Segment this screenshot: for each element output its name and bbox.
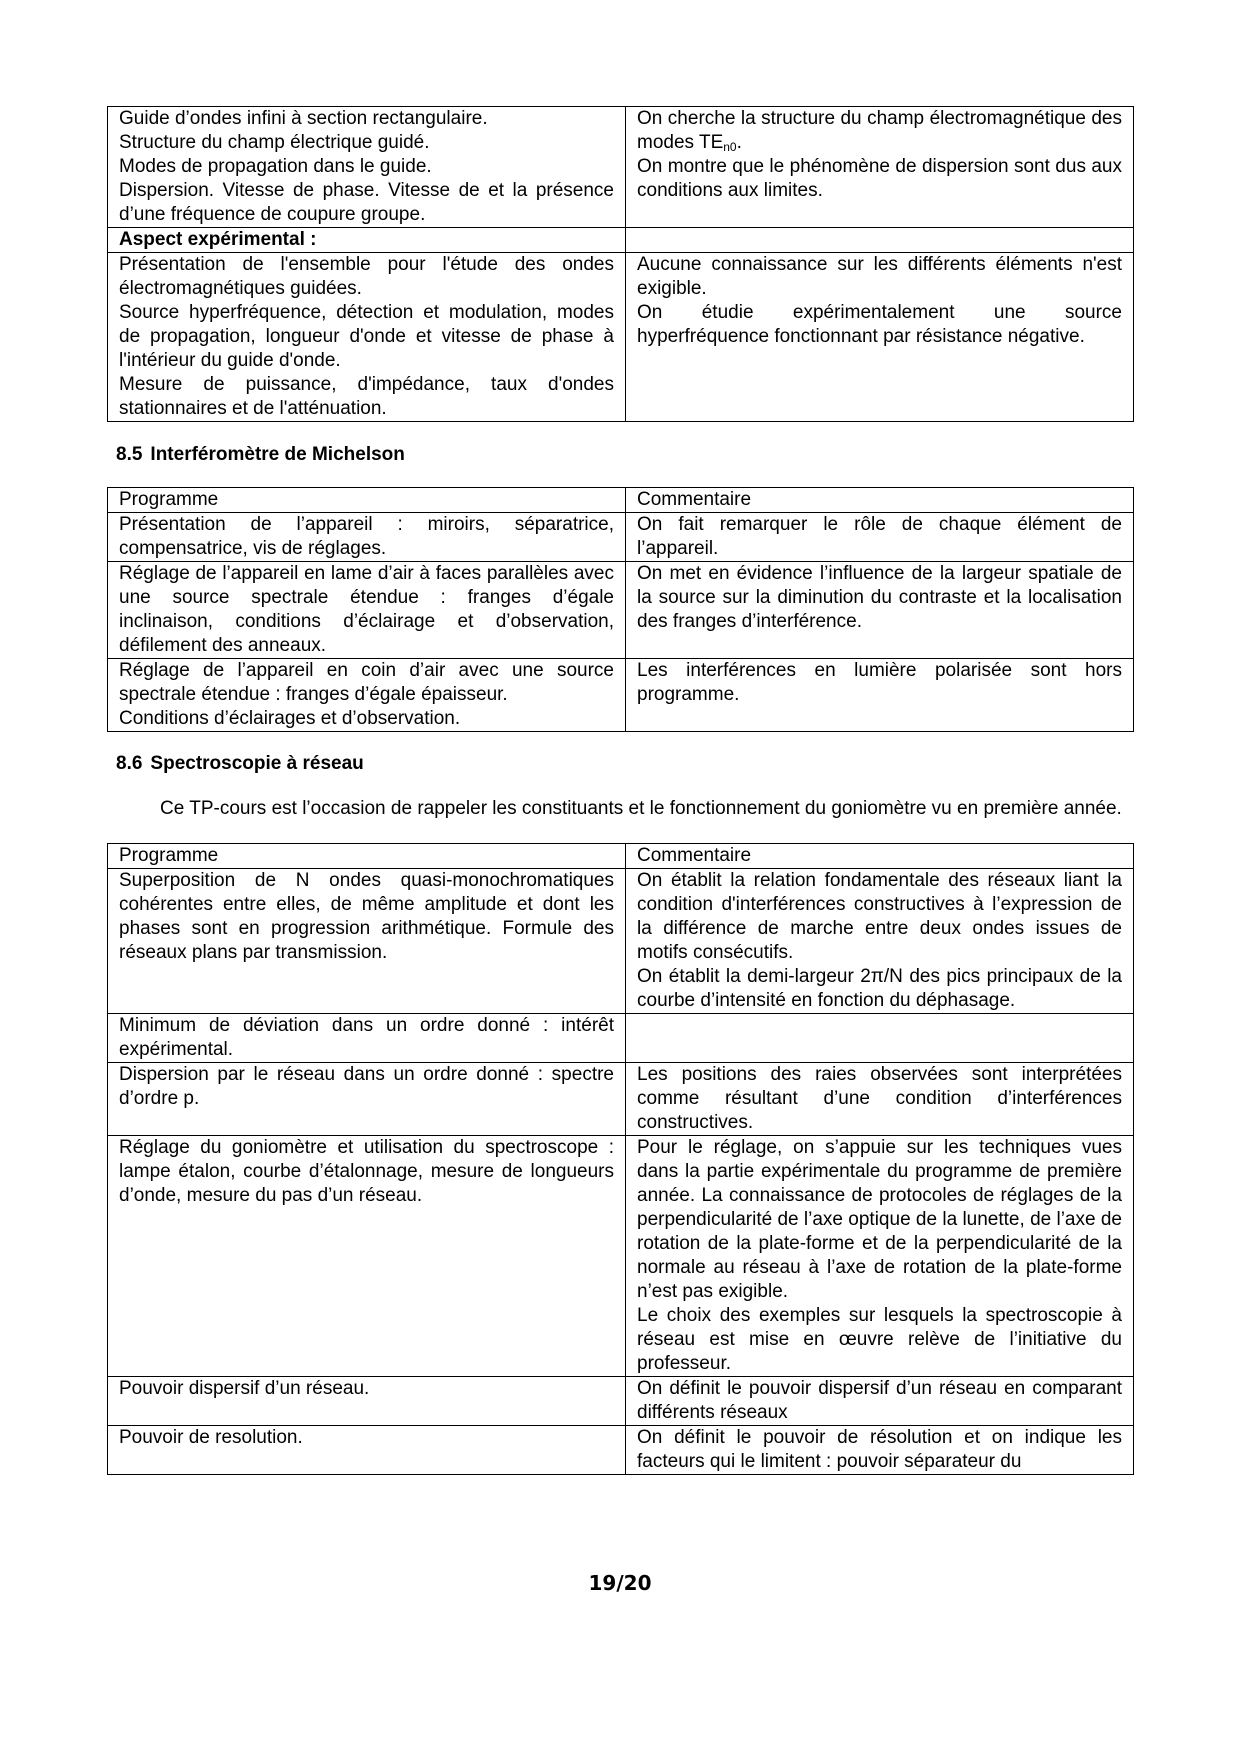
table-row (108, 1377, 1134, 1426)
cell-paragraph (637, 1063, 1122, 1135)
table-row (108, 1136, 1134, 1377)
subscript: n0 (723, 140, 737, 154)
section-title: Spectroscopie à réseau (150, 753, 364, 774)
commentaire-cell (626, 253, 1134, 422)
cell-text: Réglage de l’appareil en coin d’air avec une source spectrale étendue : franges d’égale épaisseur. (119, 660, 614, 705)
cell-paragraph (119, 373, 614, 421)
cell-text: On étudie expérimentalement une source hyperfréquence fonctionnant par résistance négative. (637, 302, 1122, 347)
michelson-table (107, 487, 1134, 732)
section-number: 8.5 (116, 444, 143, 465)
programme-cell (108, 107, 626, 228)
table-row (108, 659, 1134, 732)
cell-text: On cherche la structure du champ électromagnétique des modes TE (637, 108, 1122, 153)
commentaire-cell (626, 869, 1134, 1014)
cell-paragraph (637, 253, 1122, 301)
cell-text: Commentaire (637, 845, 752, 866)
cell-paragraph (119, 131, 614, 155)
cell-paragraph (637, 844, 1122, 868)
cell-paragraph (119, 1426, 614, 1450)
cell-paragraph (637, 562, 1122, 634)
programme-cell (108, 1014, 626, 1063)
cell-text: On établit la relation fondamentale des réseaux liant la condition d'interférences constructives à l’expression de la différence de marche entre deux ondes issues de motifs consécutifs. (637, 870, 1122, 963)
cell-text: Présentation de l'ensemble pour l'étude des ondes électromagnétiques guidées. (119, 254, 614, 299)
table-row (108, 844, 1134, 869)
cell-text: Programme (119, 845, 219, 866)
programme-cell (108, 659, 626, 732)
table-row (108, 562, 1134, 659)
cell-text: Pouvoir dispersif d’un réseau. (119, 1378, 370, 1399)
intro-paragraph: Ce TP-cours est l’occasion de rappeler les constituants et le fonctionnement du goniomètre vu en première année. (160, 798, 1122, 819)
spectroscopie-table (107, 843, 1134, 1475)
cell-paragraph (119, 253, 614, 301)
cell-paragraph (119, 844, 614, 868)
programme-cell (108, 869, 626, 1014)
page-number: 19/20 (588, 1571, 652, 1595)
cell-text: On montre que le phénomène de dispersion sont dus aux conditions aux limites. (637, 156, 1122, 201)
cell-paragraph (637, 301, 1122, 349)
section-title: Interféromètre de Michelson (150, 444, 405, 465)
cell-text: On met en évidence l’influence de la largeur spatiale de la source sur la diminution du contraste et la localisation des franges d’interférence. (637, 563, 1122, 632)
cell-paragraph (119, 707, 614, 731)
cell-text: Le choix des exemples sur lesquels la spectroscopie à réseau est mise en œuvre relève de l’initiative du professeur. (637, 1305, 1122, 1374)
table-row (108, 1014, 1134, 1063)
programme-cell (108, 228, 626, 253)
section-heading-michelson (107, 444, 1133, 466)
table-row (108, 513, 1134, 562)
table-row (108, 1426, 1134, 1475)
cell-text: Dispersion. Vitesse de phase. Vitesse de et la présence d’une fréquence de coupure groupe. (119, 180, 614, 225)
cell-text: Pour le réglage, on s’appuie sur les techniques vues dans la partie expérimentale du programme de première année. La connaissance de protocoles de réglages de la perpendicularité de l’axe optique de la lunette, de l’axe de rotation de la plate-forme et de la perpendicularité de la normale au réseau à l’axe de rotation de la plate-forme n’est pas exigible. (637, 1137, 1122, 1302)
cell-paragraph (119, 301, 614, 373)
cell-paragraph (119, 228, 614, 252)
commentaire-cell (626, 488, 1134, 513)
cell-text: Les positions des raies observées sont interprétées comme résultant d’une condition d’interférences constructives. (637, 1064, 1122, 1133)
programme-cell (108, 1377, 626, 1426)
cell-text: Réglage du goniomètre et utilisation du spectroscope : lampe étalon, courbe d’étalonnage, mesure de longueurs d’onde, mesure du pas d’un réseau. (119, 1137, 614, 1206)
cell-text: Programme (119, 489, 219, 510)
cell-paragraph (119, 869, 614, 965)
cell-text: Présentation de l’appareil : miroirs, séparatrice, compensatrice, vis de réglages. (119, 514, 614, 559)
cell-paragraph (637, 1304, 1122, 1376)
cell-paragraph (637, 869, 1122, 965)
cell-text: Structure du champ électrique guidé. (119, 132, 430, 153)
cell-paragraph (637, 1426, 1122, 1474)
commentaire-cell (626, 659, 1134, 732)
table-row (108, 488, 1134, 513)
cell-text: Superposition de N ondes quasi-monochromatiques cohérentes entre elles, de même amplitude et dont les phases sont en progression arithmétique. Formule des réseaux plans par transmission. (119, 870, 614, 963)
section-heading-spectroscopie (107, 753, 1133, 775)
cell-paragraph (119, 1014, 614, 1062)
programme-cell (108, 844, 626, 869)
cell-text: Guide d’ondes infini à section rectangulaire. (119, 108, 488, 129)
cell-text: Réglage de l’appareil en lame d’air à faces parallèles avec une source spectrale étendue : franges d’égale inclinaison, conditions d’éclairage et d’observation, défilement des anneaux. (119, 563, 614, 656)
cell-paragraph (637, 1136, 1122, 1304)
cell-text: Modes de propagation dans le guide. (119, 156, 432, 177)
cell-text: Les interférences en lumière polarisée sont hors programme. (637, 660, 1122, 705)
commentaire-cell (626, 562, 1134, 659)
cell-paragraph (637, 107, 1122, 155)
cell-text: On établit la demi-largeur 2π/N des pics principaux de la courbe d’intensité en fonction du déphasage. (637, 966, 1122, 1011)
cell-paragraph (119, 107, 614, 131)
commentaire-cell (626, 513, 1134, 562)
commentaire-cell (626, 1136, 1134, 1377)
cell-paragraph (119, 513, 614, 561)
cell-text: On définit le pouvoir de résolution et on indique les facteurs qui le limitent : pouvoir séparateur du (637, 1427, 1122, 1472)
programme-cell (108, 513, 626, 562)
cell-paragraph (119, 179, 614, 227)
commentaire-cell (626, 107, 1134, 228)
cell-text: On fait remarquer le rôle de chaque élément de l’appareil. (637, 514, 1122, 559)
document-page (107, 108, 1133, 1475)
cell-text: Aspect expérimental : (119, 229, 317, 250)
programme-cell (108, 1063, 626, 1136)
cell-paragraph (637, 155, 1122, 203)
cell-paragraph (119, 1136, 614, 1208)
cell-text: Mesure de puissance, d'impédance, taux d'ondes stationnaires et de l'atténuation. (119, 374, 614, 419)
cell-paragraph (637, 1377, 1122, 1425)
programme-cell (108, 1426, 626, 1475)
section-number: 8.6 (116, 753, 143, 774)
cell-paragraph (119, 155, 614, 179)
cell-paragraph (119, 1063, 614, 1111)
cell-text: Aucune connaissance sur les différents éléments n'est exigible. (637, 254, 1122, 299)
cell-paragraph (119, 1377, 614, 1401)
commentaire-cell (626, 1014, 1134, 1063)
cell-text-suffix: . (736, 132, 742, 153)
table-row (108, 253, 1134, 422)
cell-text: Source hyperfréquence, détection et modulation, modes de propagation, longueur d'onde et vitesse de phase à l'intérieur du guide d'onde. (119, 302, 614, 371)
cell-paragraph (119, 562, 614, 658)
table-row (108, 869, 1134, 1014)
cell-text: Pouvoir de resolution. (119, 1427, 303, 1448)
programme-cell (108, 488, 626, 513)
programme-cell (108, 1136, 626, 1377)
commentaire-cell (626, 1063, 1134, 1136)
table-row (108, 1063, 1134, 1136)
programme-cell (108, 562, 626, 659)
cell-paragraph (119, 488, 614, 512)
programme-cell (108, 253, 626, 422)
cell-paragraph (637, 513, 1122, 561)
commentaire-cell (626, 1426, 1134, 1475)
cell-text: Minimum de déviation dans un ordre donné : intérêt expérimental. (119, 1015, 614, 1060)
cell-text: Commentaire (637, 489, 752, 510)
commentaire-cell (626, 844, 1134, 869)
cell-text: Conditions d’éclairages et d’observation. (119, 708, 461, 729)
cell-text: On définit le pouvoir dispersif d’un réseau en comparant différents réseaux (637, 1378, 1122, 1423)
cell-paragraph (637, 965, 1122, 1013)
cell-paragraph (119, 659, 614, 707)
cell-paragraph (637, 659, 1122, 707)
cell-text: Dispersion par le réseau dans un ordre donné : spectre d’ordre p. (119, 1064, 614, 1109)
commentaire-cell (626, 228, 1134, 253)
commentaire-cell (626, 1377, 1134, 1426)
waveguide-table (107, 106, 1134, 422)
table-row (108, 107, 1134, 228)
cell-paragraph (637, 488, 1122, 512)
table-row (108, 228, 1134, 253)
